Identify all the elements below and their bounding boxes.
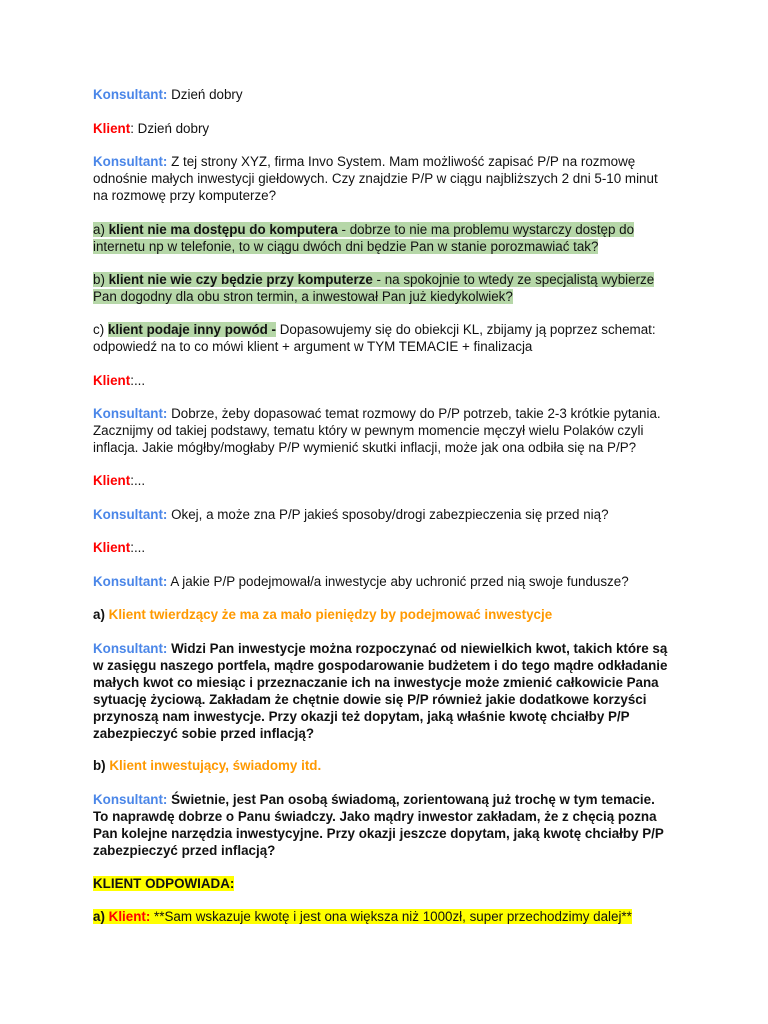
option-c-line: [93, 321, 673, 355]
dialogue-line: [93, 539, 145, 556]
option-condition: klient nie ma dostępu do komputera: [108, 222, 338, 237]
speaker-klient: Klient: [93, 473, 131, 488]
section-heading: [93, 875, 234, 892]
line-text: Dobrze, żeby dopasować temat rozmowy do P/P potrzeb, takie 2-3 krótkie pytania. Zacznijmy od takiej podstawy, tematu który w pewnym momencie męczył wielu Polaków czyli inflacja. Jakie mógłby/mogłaby P/P wymienić skutki inflacji, może jak ona odbiła się na P/P?: [93, 406, 661, 455]
option-marker: a): [93, 607, 105, 622]
option-marker: b): [93, 272, 105, 287]
speaker-klient: Klient: [93, 121, 131, 136]
line-text: Z tej strony XYZ, firma Invo System. Mam możliwość zapisać P/P na rozmowę odnośnie małych inwestycji giełdowych. Czy znajdzie P/P w ciągu najbliższych 2 dni 5-10 minut na rozmowę przy komputerze?: [93, 154, 658, 203]
dialogue-line: [93, 153, 673, 204]
speaker-konsultant: Konsultant:: [93, 154, 168, 169]
option-a-line: [93, 606, 552, 623]
option-text: Dopasowujemy się do obiekcji KL, zbijamy ją poprzez schemat: odpowiedź na to co mówi klient + argument w TYM TEMACIE + finalizacja: [93, 322, 656, 354]
line-text: Okej, a może zna P/P jakieś sposoby/drogi zabezpieczenia się przed nią?: [167, 507, 609, 522]
speaker-konsultant: Konsultant:: [93, 641, 168, 656]
speaker-konsultant: Konsultant:: [93, 406, 168, 421]
option-a-line: [93, 908, 632, 925]
line-text: A jakie P/P podejmował/a inwestycje aby uchronić przed nią swoje fundusze?: [167, 574, 629, 589]
option-marker: c): [93, 322, 105, 337]
highlighted-option: [93, 222, 634, 254]
option-text: - na spokojnie to wtedy ze specjalistą wybierze Pan dogodny dla obu stron termin, a inwestował Pan już kiedykolwiek?: [93, 272, 655, 304]
speaker-konsultant: Konsultant:: [93, 87, 168, 102]
dialogue-line: [93, 86, 243, 103]
dialogue-line: [93, 405, 673, 456]
colon-text: :: [130, 473, 134, 488]
dialogue-line: [93, 573, 629, 590]
dialogue-line: [93, 472, 145, 489]
speaker-konsultant: Konsultant:: [93, 792, 168, 807]
option-condition: Klient inwestujący, świadomy itd.: [105, 758, 322, 773]
speaker-klient: Klient: [93, 373, 131, 388]
option-marker: b): [93, 758, 106, 773]
highlighted-option: [93, 272, 654, 304]
klient-odpowiada-heading: KLIENT ODPOWIADA:: [93, 876, 235, 891]
line-text: Dzień dobry: [167, 87, 243, 102]
colon-text: :: [130, 540, 134, 555]
line-text: ...: [133, 473, 146, 488]
highlighted-option: [93, 909, 632, 924]
speaker-klient: Klient: [93, 540, 131, 555]
dialogue-line: [93, 640, 673, 742]
option-condition: Klient twierdzący że ma za mało pieniędzy by podejmować inwestycje: [104, 607, 553, 622]
option-text: **Sam wskazuje kwotę i jest ona większa niż 1000zł, super przechodzimy dalej**: [150, 909, 632, 924]
line-text: ...: [133, 540, 146, 555]
dialogue-line: [93, 506, 609, 523]
dialogue-line: [93, 120, 209, 137]
dialogue-line: [93, 372, 145, 389]
line-text: Widzi Pan inwestycje można rozpoczynać od niewielkich kwot, takich które są w zasięgu naszego portfela, mądre gospodarowanie budżetem i do tego mądre odkładanie małych kwot co miesiąc i przeznaczanie ich na inwestycje może zmienić całkowicie Pana sytuację życiową. Zakładam że chętnie dowie się P/P również jakie dodatkowe korzyści przynoszą nam inwestycje. Przy okazji też dopytam, jaką właśnie kwotę chciałby P/P zabezpieczyć sobie przed inflacją?: [93, 641, 668, 741]
option-b-line: [93, 271, 673, 305]
colon-text: :: [130, 373, 134, 388]
option-marker: a): [93, 909, 105, 924]
line-text: ...: [133, 373, 146, 388]
speaker-konsultant: Konsultant:: [93, 574, 168, 589]
dialogue-line: [93, 791, 673, 859]
option-condition: klient podaje inny powód -: [107, 322, 277, 337]
option-marker: a): [93, 222, 105, 237]
option-b-line: [93, 757, 321, 774]
colon-text: :: [130, 121, 134, 136]
speaker-klient: Klient:: [108, 909, 151, 924]
option-condition: klient nie wie czy będzie przy komputerze: [108, 272, 373, 287]
speaker-konsultant: Konsultant:: [93, 507, 168, 522]
option-a-line: [93, 221, 673, 255]
option-text: - dobrze to nie ma problemu wystarczy dostęp do internetu np w telefonie, to w ciągu dwóch dni będzie Pan w stanie porozmawiać tak?: [93, 222, 635, 254]
line-text: Świetnie, jest Pan osobą świadomą, zorientowaną już trochę w tym temacie. To naprawdę dobrze o Panu świadczy. Jako mądry inwestor zakładam, że z chęcią pozna Pan kolejne narzędzia inwestycyjne. Przy okazji jeszcze dopytam, jaką kwotę chciałby P/P zabezpieczyć przed inflacją?: [93, 792, 664, 858]
line-text: Dzień dobry: [133, 121, 210, 136]
